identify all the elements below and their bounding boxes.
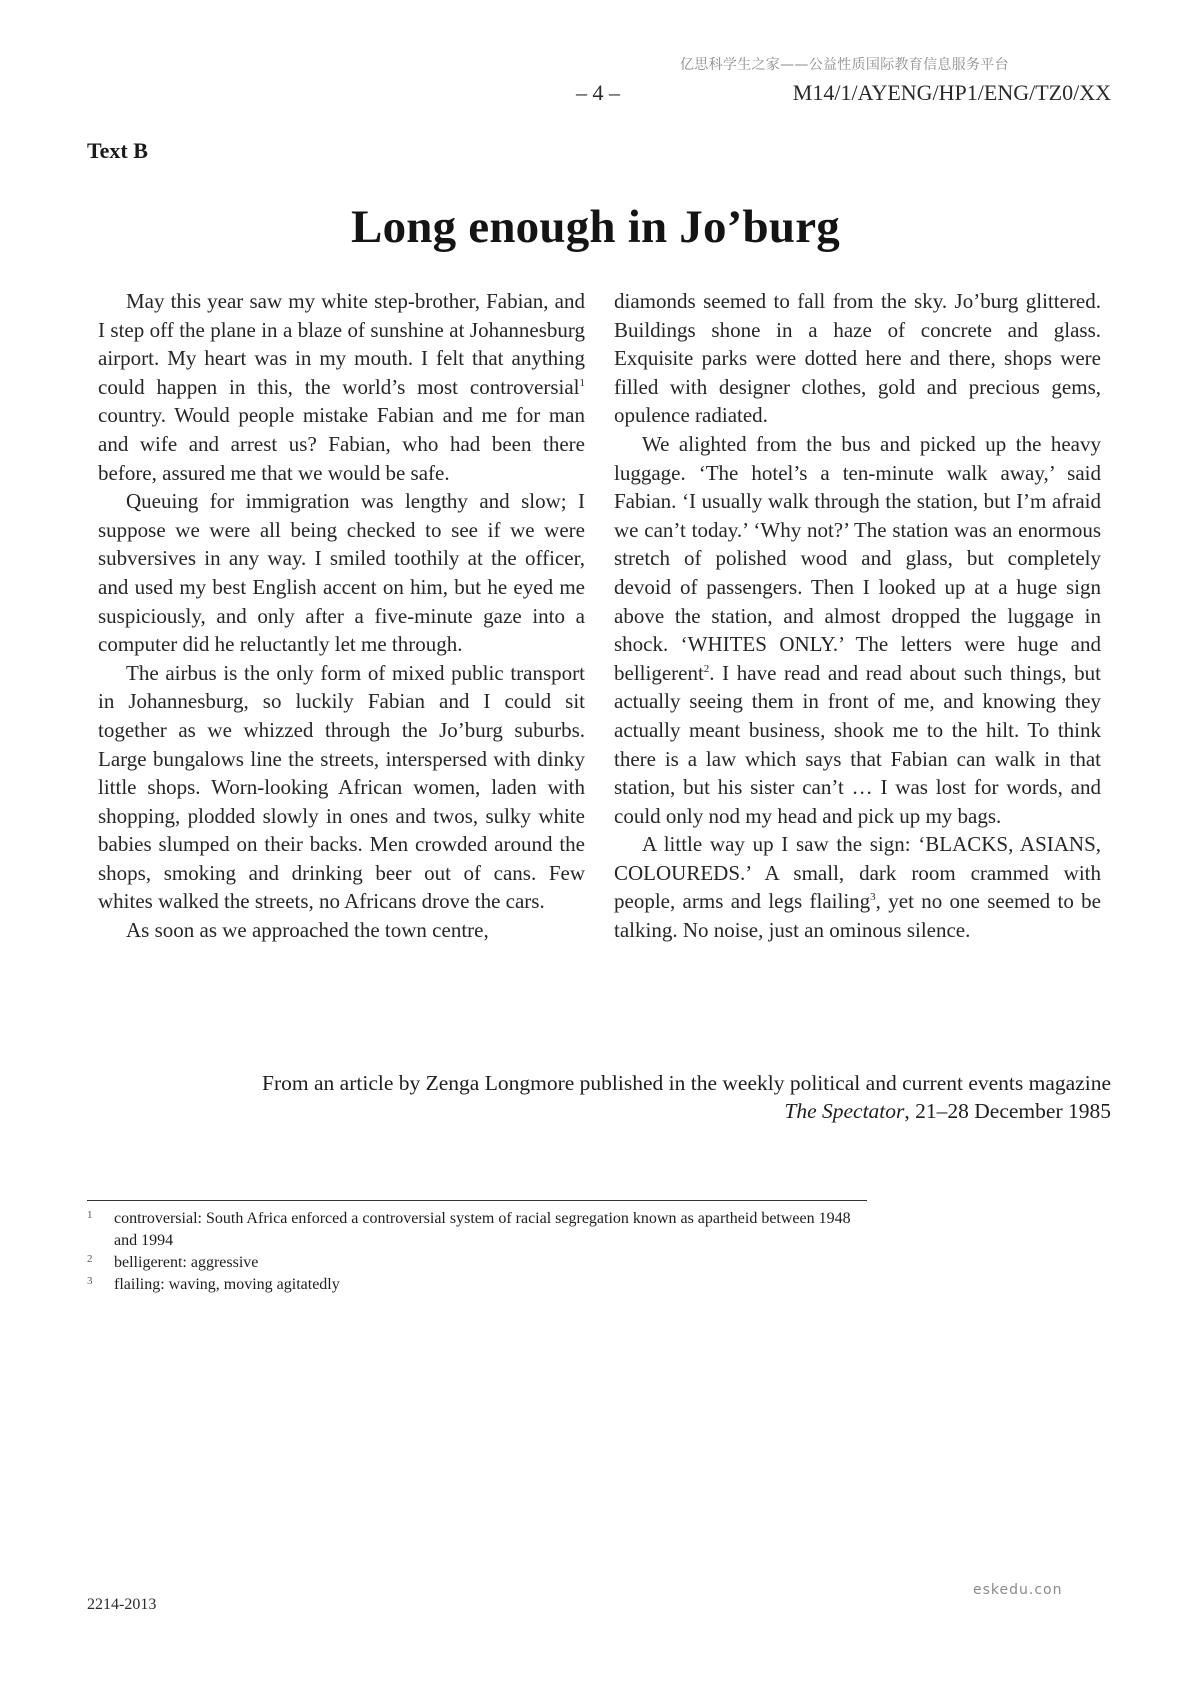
footnote-ref-1[interactable]: 1 (579, 376, 585, 389)
article-title: Long enough in Jo’burg (351, 201, 840, 253)
source-line-2 (262, 1097, 1111, 1125)
footnote-number: 2 (87, 1253, 93, 1265)
footnote-text: flailing: waving, moving agitatedly (114, 1276, 340, 1293)
section-label: Text B (87, 138, 148, 163)
site-watermark: eskedu.con (973, 1582, 1063, 1598)
column-right (614, 287, 1101, 945)
watermark-text: 亿思科学生之家——公益性质国际教育信息服务平台 (680, 57, 1009, 73)
paragraph-4-start: As soon as we approached the town centre, (126, 918, 489, 943)
column-left (98, 287, 585, 945)
footnote-text: controversial: South Africa enforced a controversial system of racial segregation known as apartheid between 1948 and 1994 (114, 1210, 851, 1249)
publication-name: The Spectator (784, 1099, 905, 1123)
footnote-1 (87, 1208, 867, 1252)
paper-code: M14/1/AYENG/HP1/ENG/TZ0/XX (792, 80, 1111, 105)
source-attribution (262, 1069, 1111, 1125)
paragraph-3: The airbus is the only form of mixed public transport in Johannesburg, so luckily Fabian and I could sit together as we whizzed through the Jo’burg suburbs. Large bungalows line the streets, interspersed with dinky little shops. Worn-looking African women, laden with shopping, plodded slowly in ones and twos, sulky white babies slumped on their backs. Men crowded around the shops, smoking and drinking beer out of cans. Few whites walked the streets, no Africans drove the cars. (98, 660, 585, 914)
footnote-ref-2[interactable]: 2 (703, 662, 710, 675)
source-line-1: From an article by Zenga Longmore published in the weekly political and current events magazine (262, 1071, 1111, 1095)
paragraph-4-cont: diamonds seemed to fall from the sky. Jo’burg glittered. Buildings shone in a haze of concrete and glass. Exquisite parks were dotted here and there, shops were filled with designer clothes, gold and precious gems, opulence radiated. (614, 289, 1101, 428)
footnote-number: 3 (87, 1275, 93, 1287)
paragraph-5: We alighted from the bus and picked up the heavy luggage. ‘The hotel’s a ten-minute walk away,’ said Fabian. ‘I usually walk through the station, but I’m afraid we can’t today.’ ‘Why not?’ The station was an enormous stretch of polished wood and glass, but completely devoid of passengers. Then I looked up at a huge sign above the station, and almost dropped the luggage in shock. ‘WHITES ONLY.’ The letters were huge and belligerent$^2$. I have read and read about such things, but actually seeing them in front of me, and knowing they actually meant business, shook me to the hilt. To think there is a law which says that Fabian can walk in that station, but his sister can’t … I was lost for words, and could only nod my head and pick up my bags. (614, 431, 1101, 828)
footnote-divider (87, 1200, 867, 1201)
publication-date: , 21–28 December 1985 (904, 1099, 1111, 1123)
page-number: – 4 – (576, 80, 620, 105)
paragraph-2: Queuing for immigration was lengthy and slow; I suppose we were all being checked to see if we were subversives in any way. I smiled toothily at the officer, and used my best English accent on him, but he eyed me suspiciously, and only after a five-minute gaze into a computer did he reluctantly let me through. (98, 489, 585, 657)
paragraph-6: A little way up I saw the sign: ‘BLACKS, ASIANS, COLOUREDS.’ A small, dark room crammed with people, arms and legs flailing$^3$, yet no one seemed to be talking. No noise, just an ominous silence. (614, 832, 1101, 943)
footnotes (87, 1208, 867, 1296)
paragraph-1: May this year saw my white step-brother, Fabian, and I step off the plane in a blaze of sunshine at Johannesburg airport. My heart was in my mouth. I felt that anything could happen in this, the world’s most controversial$^1$ country. Would people mistake Fabian and me for man and wife and arrest us? Fabian, who had been there before, assured me that we would be safe. (98, 289, 585, 485)
document-code: 2214-2013 (87, 1596, 157, 1613)
footnote-3 (87, 1274, 867, 1296)
footnote-ref-3[interactable]: 3 (870, 891, 876, 904)
footnote-number: 1 (87, 1209, 93, 1221)
footnote-2 (87, 1252, 867, 1274)
footnote-text: belligerent: aggressive (114, 1254, 259, 1271)
